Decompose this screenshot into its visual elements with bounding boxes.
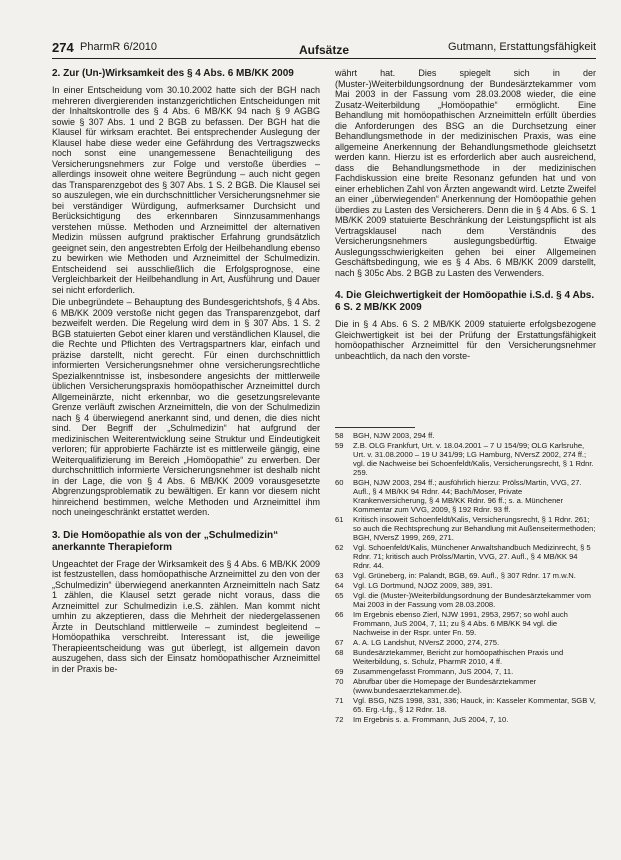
footnote: 67 A. A. LG Landshut, NVersZ 2000, 274, 275. bbox=[335, 638, 500, 647]
footnote: 63 Vgl. Grüneberg, in: Palandt, BGB, 69. Aufl., § 307 Rdnr. 17 m.w.N. bbox=[335, 571, 576, 580]
right-column bbox=[335, 68, 596, 363]
footnote: 64 Vgl. LG Dortmund, NJOZ 2009, 389, 391. bbox=[335, 581, 493, 590]
footnotes bbox=[335, 427, 596, 725]
footnote: 72 Im Ergebnis s. a. Frommann, JuS 2004, 7, 10. bbox=[335, 715, 509, 724]
journal-reference: PharmR 6/2010 bbox=[80, 41, 158, 53]
footnote-rule bbox=[335, 427, 415, 428]
footnote: 70 Abrufbar über die Homepage der Bundesärztekammer (www.bundesaerztekammer.de). bbox=[335, 677, 537, 695]
left-column bbox=[52, 68, 320, 676]
running-title: Gutmann, Erstattungsfähigkeit bbox=[448, 41, 596, 53]
section-heading-4: 4. Die Gleichwertigkeit der Homöopathie i.S.d. § 4 Abs. 6 S. 2 MB/KK 2009 bbox=[335, 290, 595, 313]
body-paragraph: In einer Entscheidung vom 30.10.2002 hatte sich der BGH nach mehreren divergierenden instanzgerichtlichen Entscheidungen mit der Inhaltskontrolle des § 4 Abs. 6 MB/KK 94 nach § 9 AGBG sowie § 307 Abs. 1 und 2 BGB zu befassen. Der BGH hat die Klausel für wirksam erachtet. Bei entsprechender Auslegung der Klausel habe diese weder eine Gefährdung des Vertragszwecks noch sonst eine unangemessene Benachteiligung des Versicherungsnehmers zur Folge und verstoße überdies – allerdings insoweit ohne weitere Begründung – auch nicht gegen das Transparenzgebot des § 307 Abs. 1 S. 2 BGB. Die Klausel sei so auszulegen, wie ein durchschnittlicher Versicherungsnehmer sie bei verständiger Würdigung, aufmerksamer Durchsicht und Berücksichtigung des erkennbaren Sinnzusammenhangs verstehen müsse. Methoden und Arzneimittel der alternativen Medizin müssen aufgrund praktischer Erfahrung grundsätzlich geeignet sein, den angestrebten Erfolg der Heilbehandlung ebenso zu bewirken wie Methoden und Arzneimittel der Schulmedizin. Entscheidend sei ausschließlich die Erfolgsprognose, eine Vergleichbarkeit der Heilbehandlung in Art, Ausführung und Dauer sei nicht erforderlich. bbox=[52, 85, 320, 295]
footnote: 58 BGH, NJW 2003, 294 ff. bbox=[335, 431, 435, 440]
footnote: 65 Vgl. die (Muster-)Weiterbildungsordnung der Bundesärztekammer vom Mai 2003 in der Fassung vom 28.03.2008. bbox=[335, 591, 591, 609]
page-header bbox=[52, 40, 596, 56]
section-heading-3: 3. Die Homöopathie als von der „Schulmedizin“ anerkannte Therapieform bbox=[52, 529, 279, 553]
body-paragraph: Die unbegründete – Behauptung des Bundesgerichtshofs, § 4 Abs. 6 MB/KK 2009 verstoße nicht gegen das Transparenzgebot, darf bezweifelt werden. Die Regelung wird dem in § 307 Abs. 1 S. 2 BGB statuierten Gebot einer klaren und verständlichen Klausel, die die Rechte und Pflichten des Vertragspartners klar, einfach und präzise darstellt, nicht gerecht. Für einen durchschnittlich informierten Versicherungsnehmer ohne versicherungsrechtliche Spezialkenntnisse ist, insbesondere angesichts der mittlerweile üblichen Versicherungspraxis homöopathischer Arzneimittel durch Allgemeinärzte, nicht erkennbar, wo die gesetzungsrelevante Grenze verläuft zwischen Arzneimitteln, die von der Schulmedizin nach § 4 überwiegend anerkannt sind, und denen, die dies nicht sind. Der Begriff der „Schulmedizin“ hat aufgrund der medizinischen Weiterentwicklung seine Struktur und Eindeutigkeit verloren; für approbierte Fachärzte ist es mittlerweile gängig, eine Weiterqualifizierung im Bereich „Homöopathie“ zu erwerben. Der durchschnittlich informierte Versicherungsnehmer ist deshalb nicht in der Lage, die von § 4 Abs. 6 MB/KK 2009 vorausgesetzte Abgrenzungsproblematik zu bewältigen. Er kann vor diesem nicht hinreichend bestimmen, welche Methoden und Arzneimittel ihm noch uneingeschränkt erstattet werden. bbox=[52, 297, 320, 517]
footnote: 60 BGH, NJW 2003, 294 ff.; ausführlich hierzu: Prölss/Martin, VVG, 27. Aufl., § 4 MB/KK 94 Rdnr. 44; Bach/Moser, Private Krankenversicherung, § 4 MB/KK Rdnr. 96 ff.; s. a. Münchener Kommentar zum VVG, 2009, § 192 Rdnr. 93 ff. bbox=[335, 478, 582, 514]
footnote: 71 Vgl. BSG, NZS 1998, 331, 336; Hauck, in: Kasseler Kommentar, SGB V, 65. Erg.-Lfg., § 12 Rdnr. 18. bbox=[335, 696, 596, 714]
footnote: 66 Im Ergebnis ebenso Zierl, NJW 1991, 2953, 2957; so wohl auch Frommann, JuS 2004, 7, 11; zu § 4 Abs. 6 MB/KK 94 vgl. die Nachweise in der Rspr. unter Fn. 59. bbox=[335, 610, 568, 637]
footnote: 68 Bundesärztekammer, Bericht zur homöopathischen Praxis und Weiterbildung, s. Schulz, PharmR 2010, 4 ff. bbox=[335, 648, 564, 666]
footnote: 62 Vgl. Schoenfeldt/Kalis, Münchener Anwaltshandbuch Medizinrecht, § 5 Rdnr. 71; kritisch auch Prölss/Martin, VVG, 27. Aufl., § 4 MB/KK 94 Rdnr. 44. bbox=[335, 543, 591, 570]
body-paragraph: Ungeachtet der Frage der Wirksamkeit des § 4 Abs. 6 MB/KK 2009 ist festzustellen, dass homöopathische Arzneimittel zu den von der „Schulmedizin“ überwiegend anerkannten Arzneimitteln nach Satz 1 zählen, die Klausel setzt gerade nicht voraus, dass die Arzneimittel zur Schulmedizin i.e.S. zählen. Man kommt nicht umhin zu akzeptieren, dass die Mehrheit der niedergelassenen Ärzte in Deutschland mittlerweile – zumindest begleitend – Homöopathika verschreibt. Interessant ist, die jeweilige Therapieentscheidung was gut überlegt, ist allgemein davon auszugehen, dass sich der Einsatz homöopathischer Arzneimittel in der Praxis be- bbox=[52, 558, 320, 674]
footnote: 69 Zusammengefasst Frommann, JuS 2004, 7, 11. bbox=[335, 667, 514, 676]
body-paragraph: währt hat. Dies spiegelt sich in der (Muster-)Weiterbildungsordnung der Bundesärztekammer vom Mai 2003 in der Fassung vom 28.03.2008 wieder, die eine Zusatz-Weiterbildung „Homöopathie“ ermöglicht. Eine Behandlung mit homöopathischen Arzneimitteln erfüllt überdies die Anforderungen des BSG an die Durchsetzung einer Behandlungsmethode in der medizinischen Praxis, was eine allgemeine Anerkennung der Behandlungsmethode gleichsetzt werden kann. Hierzu ist es erforderlich aber auch ausreichend, dass die Behandlungsmethode in der medizinischen Fachdiskussion eine breite Resonanz gefunden hat und von einer erheblichen Zahl von Ärzten angewandt wird. Letzte Zweifel an einer „überwiegenden“ Anerkennung der Homöopathie gehen überdies zu Lasten des Versicherers. Denn die in § 4 Abs. 6 S. 1 MB/KK 2009 statuierte Beschränkung der Leistungspflicht ist als Vertragsklausel nach dem Verständnis des Versicherungsnehmers auslegungsbedürftig. Etwaige Auslegungsschwierigkeiten gehen bei einer Allgemeinen Geschäftsbedingung, wie es § 4 Abs. 6 MB/KK 2009 darstellt, nach § 305c Abs. 2 BGB zu Lasten des Verwenders. bbox=[335, 68, 596, 278]
section-title: Aufsätze bbox=[298, 43, 349, 57]
body-paragraph: Die in § 4 Abs. 6 S. 2 MB/KK 2009 statuierte erfolgsbezogene Gleichwertigkeit ist bei der Prüfung der Erstattungsfähigkeit homöopathischer Arzneimittel für den Versicherungsnehmer unbeachtlich, da nach den vorste- bbox=[335, 319, 596, 361]
section-heading-2: 2. Zur (Un-)Wirksamkeit des § 4 Abs. 6 MB/KK 2009 bbox=[52, 68, 294, 79]
footnote: 59 Z.B. OLG Frankfurt, Urt. v. 18.04.2001 – 7 U 154/99; OLG Karlsruhe, Urt. v. 31.08.2000 – 19 U 341/99; LG Hamburg, NVersZ 2002, 274 ff.; vgl. die Nachweise bei Schoenfeldt/Kalis, Versicherungsrecht, § 1 Rdnr. 259. bbox=[335, 441, 594, 477]
header-rule bbox=[52, 58, 596, 59]
footnote: 61 Kritisch insoweit Schoenfeldt/Kalis, Versicherungsrecht, § 1 Rdnr. 261; so auch die Rechtsprechung zur Behandlung mit Außenseitermethoden; BGH, NVersZ 1999, 269, 271. bbox=[335, 515, 596, 542]
page-number: 274 bbox=[52, 40, 74, 55]
